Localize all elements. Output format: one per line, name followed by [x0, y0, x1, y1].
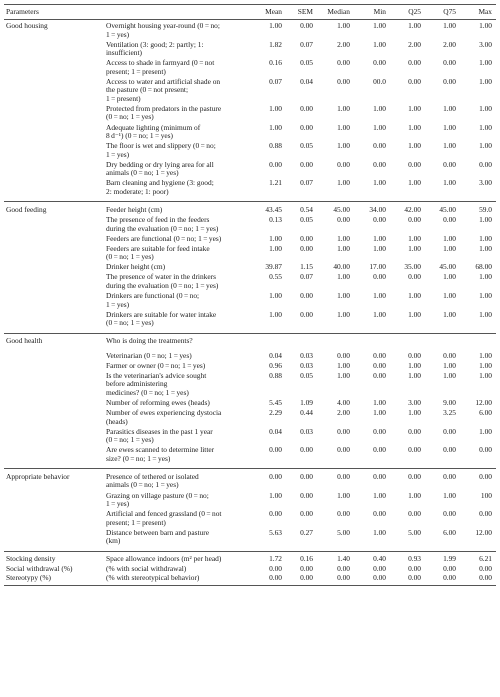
value-cell: 0.00 [373, 471, 386, 481]
value-cell: 0.40 [373, 554, 386, 564]
value-cell: 3.00 [479, 178, 492, 188]
value-cell: 1.00 [408, 309, 421, 319]
value-cell: 0.54 [300, 204, 313, 214]
column-header: Median [327, 6, 350, 16]
value-cell: 0.00 [300, 490, 313, 500]
value-cell: 1.00 [479, 103, 492, 113]
value-cell: 0.00 [337, 58, 350, 68]
value-cell: 0.00 [479, 509, 492, 519]
criterion-text: during the evaluation (0 = no; 1 = yes) [106, 223, 219, 233]
value-cell: 0.55 [269, 272, 282, 282]
criterion-text: Is the veterinarian's advice sought [106, 370, 207, 380]
value-cell: 1.00 [479, 76, 492, 86]
value-cell: 0.27 [300, 527, 313, 537]
value-cell: 5.63 [269, 527, 282, 537]
value-cell: 0.00 [300, 471, 313, 481]
value-cell: 0.00 [443, 426, 456, 436]
value-cell: 0.00 [443, 58, 456, 68]
value-cell: 1.00 [337, 490, 350, 500]
value-cell: 0.04 [269, 350, 282, 360]
value-cell: 2.00 [337, 408, 350, 418]
value-cell: 0.00 [373, 350, 386, 360]
criterion-text: (% with stereotypical behavior) [106, 572, 200, 582]
criterion-text: insufficient) [106, 48, 142, 58]
value-cell: 0.00 [408, 572, 421, 582]
value-cell: 0.07 [300, 178, 313, 188]
value-cell: 0.88 [269, 370, 282, 380]
criterion-text: medicines? (0 = no; 1 = yes) [106, 387, 189, 397]
value-cell: 0.00 [373, 563, 386, 573]
value-cell: 1.00 [479, 58, 492, 68]
value-cell: 59.0 [479, 204, 492, 214]
criterion-text: the pasture (0 = not present; [106, 85, 189, 95]
criterion-text: Overnight housing year-round (0 = no; [106, 21, 220, 30]
value-cell: 0.00 [408, 509, 421, 519]
criterion-text: (0 = no; 1 = yes) [106, 112, 154, 122]
value-cell: 100 [480, 490, 492, 500]
value-cell: 0.00 [443, 76, 456, 86]
value-cell: 0.00 [443, 445, 456, 455]
criterion-text: present; 1 = present) [106, 66, 166, 76]
value-cell: 0.00 [300, 291, 313, 300]
value-cell: 1.00 [269, 291, 282, 300]
value-cell: 1.00 [408, 122, 421, 132]
value-cell: 0.04 [300, 76, 313, 86]
value-cell: 4.00 [337, 398, 350, 407]
value-cell: 6.21 [479, 554, 492, 564]
value-cell: 0.03 [300, 360, 313, 370]
column-header: Q75 [443, 6, 456, 16]
value-cell: 1.00 [443, 309, 456, 319]
criterion-text: animals (0 = no; 1 = yes) [106, 480, 179, 490]
value-cell: 0.00 [373, 272, 386, 282]
value-cell: 68.00 [475, 262, 492, 272]
criterion-text: 8 d⁻¹) (0 = no; 1 = yes) [106, 131, 174, 140]
value-cell: 1.00 [479, 21, 492, 30]
value-cell: 34.00 [369, 204, 386, 214]
value-cell: 0.00 [300, 243, 313, 253]
value-cell: 0.00 [300, 159, 313, 169]
value-cell: 0.00 [300, 563, 313, 573]
criterion-text: Access to water and artificial shade on [106, 76, 221, 86]
value-cell: 0.00 [408, 563, 421, 573]
value-cell: 0.00 [408, 76, 421, 86]
value-cell: 2.00 [408, 39, 421, 49]
value-cell: 0.00 [443, 159, 456, 169]
criterion-text: The floor is wet and slippery (0 = no; [106, 141, 216, 151]
criterion-text: Number of ewes experiencing dystocia [106, 408, 222, 418]
value-cell: 1.00 [443, 370, 456, 380]
value-cell: 42.00 [404, 204, 421, 214]
value-cell: 1.00 [269, 21, 282, 30]
value-cell: 0.00 [269, 563, 282, 573]
value-cell: 1.00 [479, 291, 492, 300]
value-cell: 1.00 [373, 122, 386, 132]
value-cell: 1.09 [300, 398, 313, 407]
value-cell: 1.00 [373, 408, 386, 418]
criterion-text: (0 = no; 1 = yes) [106, 318, 154, 328]
value-cell: 0.03 [300, 426, 313, 436]
value-cell: 0.00 [337, 215, 350, 224]
value-cell: 0.07 [269, 76, 282, 86]
value-cell: 1.00 [408, 370, 421, 380]
criterion-text: Distance between barn and pasture [106, 527, 210, 537]
section-rule [4, 551, 496, 552]
value-cell: 1.21 [269, 178, 282, 188]
value-cell: 1.00 [373, 309, 386, 319]
criterion-text: (heads) [106, 416, 128, 426]
section-rule [4, 333, 496, 334]
value-cell: 1.00 [373, 39, 386, 49]
value-cell: 1.00 [337, 291, 350, 300]
value-cell: 5.45 [269, 398, 282, 407]
value-cell: 1.00 [479, 215, 492, 224]
value-cell: 0.00 [479, 445, 492, 455]
value-cell: 0.00 [443, 471, 456, 481]
value-cell: 5.00 [337, 527, 350, 537]
value-cell: 0.04 [269, 426, 282, 436]
criterion-text: Space allowance indoors (m² per head) [106, 554, 222, 564]
value-cell: 1.00 [269, 122, 282, 132]
value-cell: 0.00 [408, 426, 421, 436]
value-cell: 0.00 [373, 572, 386, 582]
parameters-table [4, 4, 496, 693]
value-cell: 1.00 [479, 370, 492, 380]
value-cell: 0.00 [408, 445, 421, 455]
section-label: Good housing [6, 21, 48, 30]
value-cell: 1.82 [269, 39, 282, 49]
value-cell: 0.00 [479, 563, 492, 573]
criterion-text: (0 = no; 1 = yes) [106, 252, 154, 262]
value-cell: 0.00 [443, 215, 456, 224]
value-cell: 1.00 [443, 272, 456, 282]
section-label: Stocking density [6, 554, 56, 564]
criterion-text: 1 = yes) [106, 29, 130, 39]
value-cell: 0.00 [300, 21, 313, 30]
value-cell: 1.00 [408, 21, 421, 30]
criterion-text: (0 = no; 1 = yes) [106, 435, 154, 445]
criterion-text: during the evaluation (0 = no; 1 = yes) [106, 280, 219, 290]
criterion-text: before administering [106, 379, 168, 389]
value-cell: 0.00 [300, 103, 313, 113]
value-cell: 0.00 [269, 445, 282, 455]
criterion-text: 1 = present) [106, 93, 141, 103]
value-cell: 17.00 [369, 262, 386, 272]
criterion-text: present; 1 = present) [106, 517, 166, 527]
value-cell: 6.00 [443, 527, 456, 537]
criterion-text: Access to shade in farmyard (0 = not [106, 58, 215, 68]
value-cell: 1.00 [479, 243, 492, 253]
value-cell: 1.00 [443, 21, 456, 30]
value-cell: 0.05 [300, 58, 313, 68]
value-cell: 0.16 [300, 554, 313, 564]
value-cell: 1.00 [269, 103, 282, 113]
value-cell: 0.00 [337, 350, 350, 360]
value-cell: 1.00 [408, 408, 421, 418]
value-cell: 35.00 [404, 262, 421, 272]
value-cell: 0.00 [443, 509, 456, 519]
criterion-text: Feeders are suitable for feed intake [106, 243, 210, 253]
value-cell: 1.00 [408, 243, 421, 253]
value-cell: 0.03 [300, 350, 313, 360]
value-cell: 1.00 [408, 178, 421, 188]
value-cell: 0.00 [373, 58, 386, 68]
value-cell: 0.00 [337, 426, 350, 436]
value-cell: 0.00 [300, 509, 313, 519]
value-cell: 0.88 [269, 141, 282, 151]
value-cell: 1.00 [373, 233, 386, 243]
value-cell: 0.00 [479, 471, 492, 481]
value-cell: 0.00 [337, 563, 350, 573]
value-cell: 0.00 [300, 309, 313, 319]
value-cell: 0.00 [337, 445, 350, 455]
criterion-text: Dry bedding or dry lying area for all [106, 159, 214, 169]
value-cell: 1.00 [408, 141, 421, 151]
value-cell: 0.00 [373, 141, 386, 151]
value-cell: 1.00 [479, 141, 492, 151]
value-cell: 0.00 [443, 350, 456, 360]
value-cell: 00.0 [373, 76, 386, 86]
value-cell: 1.00 [408, 103, 421, 113]
value-cell: 0.00 [443, 563, 456, 573]
value-cell: 1.00 [408, 360, 421, 370]
criterion-text: (% with social withdrawal) [106, 563, 187, 573]
value-cell: 1.00 [337, 243, 350, 253]
value-cell: 0.00 [269, 572, 282, 582]
value-cell: 0.00 [373, 215, 386, 224]
value-cell: 1.00 [373, 527, 386, 537]
value-cell: 1.00 [373, 398, 386, 407]
column-header: Mean [265, 6, 282, 16]
section-label: Good feeding [6, 204, 47, 214]
value-cell: 1.00 [337, 178, 350, 188]
value-cell: 0.00 [373, 445, 386, 455]
value-cell: 0.00 [269, 509, 282, 519]
criterion-text: Ventilation (3: good; 2: partly; 1: [106, 39, 204, 49]
value-cell: 1.00 [373, 243, 386, 253]
value-cell: 3.00 [479, 39, 492, 49]
value-cell: 1.00 [408, 233, 421, 243]
value-cell: 1.40 [337, 554, 350, 564]
value-cell: 0.00 [337, 159, 350, 169]
value-cell: 1.00 [479, 233, 492, 243]
value-cell: 1.00 [443, 243, 456, 253]
value-cell: 0.00 [269, 159, 282, 169]
value-cell: 1.00 [408, 291, 421, 300]
criterion-text: (km) [106, 536, 121, 546]
value-cell: 0.00 [337, 76, 350, 86]
value-cell: 0.00 [373, 509, 386, 519]
value-cell: 5.00 [408, 527, 421, 537]
value-cell: 0.00 [479, 572, 492, 582]
value-cell: 0.00 [408, 215, 421, 224]
value-cell: 0.05 [300, 141, 313, 151]
criterion-text: 1 = yes) [106, 299, 130, 309]
criterion-text: Are ewes scanned to determine litter [106, 445, 215, 455]
section-label: Stereotypy (%) [6, 572, 51, 582]
section-label: Good health [6, 336, 43, 346]
value-cell: 45.00 [333, 204, 350, 214]
value-cell: 45.00 [439, 204, 456, 214]
criterion-text: 1 = yes) [106, 149, 130, 159]
criterion-text: 1 = yes) [106, 499, 130, 508]
value-cell: 1.99 [443, 554, 456, 564]
value-cell: 1.15 [300, 262, 313, 272]
value-cell: 0.96 [269, 360, 282, 370]
value-cell: 0.00 [373, 426, 386, 436]
value-cell: 1.00 [408, 490, 421, 500]
value-cell: 1.00 [337, 141, 350, 151]
value-cell: 1.00 [443, 490, 456, 500]
value-cell: 1.00 [479, 350, 492, 360]
value-cell: 0.93 [408, 554, 421, 564]
value-cell: 1.00 [479, 309, 492, 319]
section-rule [4, 468, 496, 469]
criterion-text: Veterinarian (0 = no; 1 = yes) [106, 350, 192, 360]
value-cell: 1.00 [373, 178, 386, 188]
value-cell: 1.00 [337, 233, 350, 243]
value-cell: 1.00 [443, 103, 456, 113]
section-label: Appropriate behavior [6, 471, 70, 481]
value-cell: 1.00 [373, 490, 386, 500]
value-cell: 0.00 [408, 350, 421, 360]
criterion-text: 2: moderate; 1: poor) [106, 186, 169, 196]
value-cell: 39.87 [265, 262, 282, 272]
value-cell: 0.05 [300, 215, 313, 224]
criterion-text: Adequate lighting (minimum of [106, 122, 201, 132]
value-cell: 1.00 [479, 360, 492, 370]
value-cell: 1.00 [269, 309, 282, 319]
header-rule [4, 19, 496, 20]
section-subheading: Who is doing the treatments? [106, 336, 193, 346]
value-cell: 2.00 [443, 39, 456, 49]
value-cell: 0.00 [408, 58, 421, 68]
value-cell: 1.00 [337, 309, 350, 319]
table-bottom-rule [4, 585, 496, 586]
value-cell: 1.72 [269, 554, 282, 564]
criterion-text: Number of reforming ewes (heads) [106, 398, 210, 407]
value-cell: 1.00 [373, 291, 386, 300]
criterion-text: Artificial and fenced grassland (0 = not [106, 509, 222, 519]
value-cell: 0.07 [300, 39, 313, 49]
column-header: Max [478, 6, 492, 16]
value-cell: 1.00 [479, 426, 492, 436]
value-cell: 1.00 [373, 103, 386, 113]
value-cell: 0.00 [300, 572, 313, 582]
criterion-text: The presence of water in the drinkers [106, 272, 216, 282]
value-cell: 0.00 [337, 572, 350, 582]
value-cell: 0.00 [479, 159, 492, 169]
column-header: Parameters [6, 6, 39, 16]
criterion-text: Drinkers are functional (0 = no; [106, 291, 200, 300]
value-cell: 45.00 [439, 262, 456, 272]
value-cell: 0.00 [443, 572, 456, 582]
value-cell: 0.00 [300, 445, 313, 455]
value-cell: 0.07 [300, 272, 313, 282]
value-cell: 1.00 [443, 178, 456, 188]
column-header: Min [373, 6, 386, 16]
value-cell: 1.00 [337, 370, 350, 380]
value-cell: 1.00 [479, 122, 492, 132]
criterion-text: Barn cleaning and hygiene (3: good; [106, 178, 214, 188]
criterion-text: Feeder height (cm) [106, 204, 163, 214]
section-rule [4, 201, 496, 202]
value-cell: 0.13 [269, 215, 282, 224]
value-cell: 12.00 [475, 527, 492, 537]
value-cell: 1.00 [443, 233, 456, 243]
criterion-text: animals (0 = no; 1 = yes) [106, 168, 179, 178]
value-cell: 1.00 [443, 360, 456, 370]
table-top-rule [4, 4, 496, 5]
value-cell: 0.16 [269, 58, 282, 68]
value-cell: 0.00 [408, 159, 421, 169]
value-cell: 1.00 [479, 272, 492, 282]
value-cell: 1.00 [269, 243, 282, 253]
value-cell: 2.29 [269, 408, 282, 418]
value-cell: 9.00 [443, 398, 456, 407]
value-cell: 3.25 [443, 408, 456, 418]
value-cell: 0.00 [300, 233, 313, 243]
criterion-text: Drinkers are suitable for water intake [106, 309, 217, 319]
criterion-text: Drinker height (cm) [106, 262, 166, 272]
value-cell: 2.00 [337, 39, 350, 49]
value-cell: 12.00 [475, 398, 492, 407]
value-cell: 1.00 [269, 233, 282, 243]
criterion-text: Parasitics diseases in the past 1 year [106, 426, 213, 436]
value-cell: 6.00 [479, 408, 492, 418]
value-cell: 3.00 [408, 398, 421, 407]
value-cell: 1.00 [337, 360, 350, 370]
column-header: Q25 [408, 6, 421, 16]
value-cell: 0.00 [408, 471, 421, 481]
value-cell: 1.00 [337, 103, 350, 113]
value-cell: 1.00 [337, 21, 350, 30]
value-cell: 0.00 [373, 159, 386, 169]
value-cell: 0.00 [373, 360, 386, 370]
criterion-text: Grazing on village pasture (0 = no; [106, 490, 209, 500]
value-cell: 0.00 [373, 370, 386, 380]
value-cell: 1.00 [443, 141, 456, 151]
value-cell: 0.05 [300, 370, 313, 380]
value-cell: 1.00 [443, 122, 456, 132]
value-cell: 1.00 [269, 490, 282, 500]
value-cell: 0.00 [337, 509, 350, 519]
value-cell: 0.00 [408, 272, 421, 282]
value-cell: 43.45 [265, 204, 282, 214]
value-cell: 1.00 [337, 122, 350, 132]
column-header: SEM [297, 6, 313, 16]
criterion-text: Presence of tethered or isolated [106, 471, 199, 481]
value-cell: 1.00 [337, 272, 350, 282]
criterion-text: Farmer or owner (0 = no; 1 = yes) [106, 360, 206, 370]
value-cell: 1.00 [443, 291, 456, 300]
criterion-text: size? (0 = no; 1 = yes) [106, 453, 171, 463]
value-cell: 0.00 [300, 122, 313, 132]
value-cell: 40.00 [333, 262, 350, 272]
criterion-text: The presence of feed in the feeders [106, 215, 210, 224]
value-cell: 1.00 [373, 21, 386, 30]
value-cell: 0.44 [300, 408, 313, 418]
criterion-text: Feeders are functional (0 = no; 1 = yes) [106, 233, 222, 243]
value-cell: 0.00 [269, 471, 282, 481]
criterion-text: Protected from predators in the pasture [106, 103, 222, 113]
section-label: Social withdrawal (%) [6, 563, 73, 573]
value-cell: 0.00 [337, 471, 350, 481]
